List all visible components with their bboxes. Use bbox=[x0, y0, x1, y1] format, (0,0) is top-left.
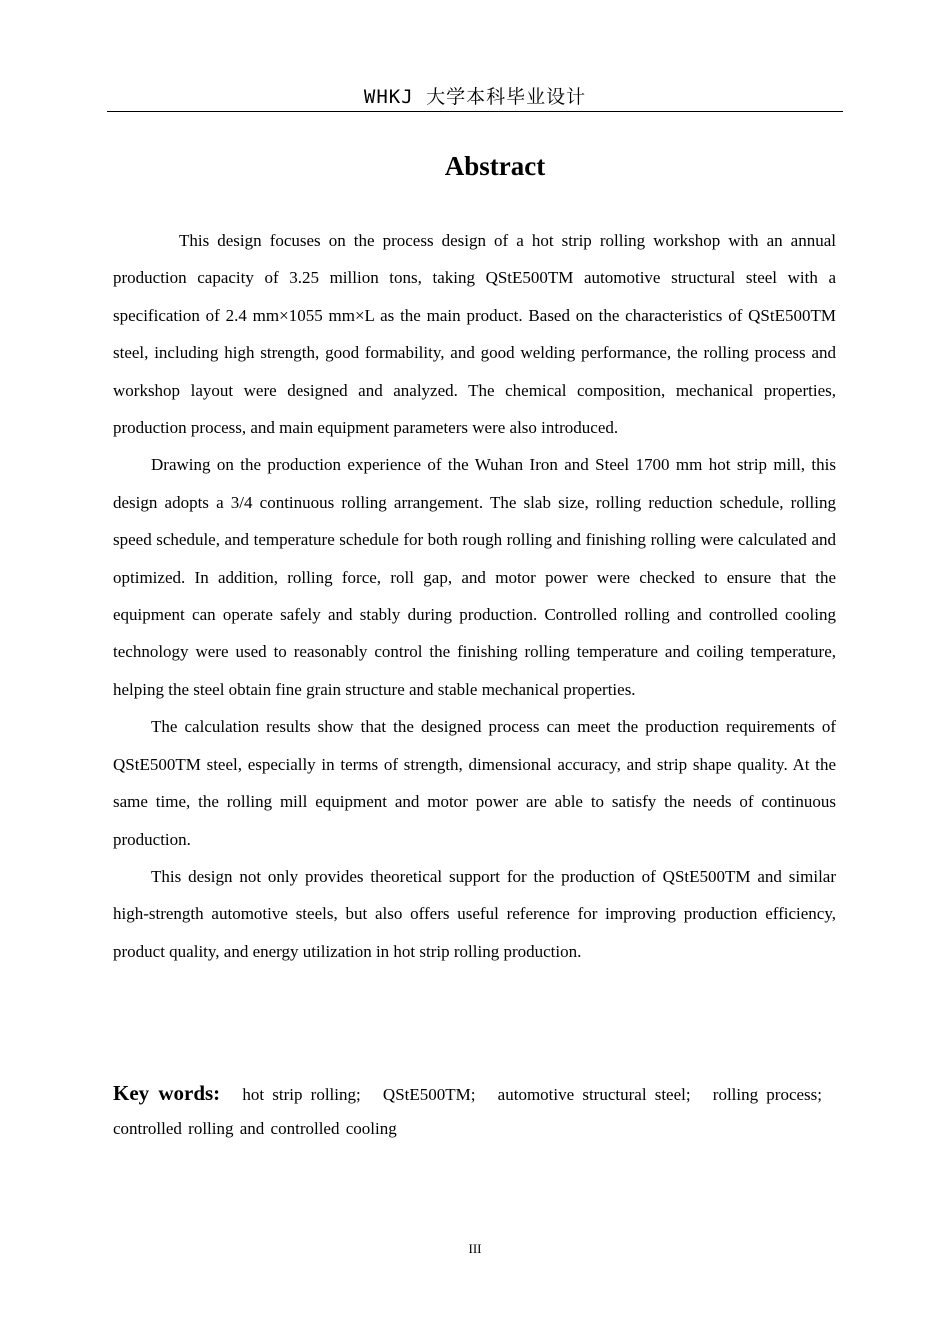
abstract-paragraph-4: This design not only provides theoretical support for the production of QStE500TM and similar high-strength automotive steels, but also offers useful reference for improving production efficiency, product quality, and energy utilization in hot strip rolling production. bbox=[113, 866, 836, 961]
keyword-item: hot strip rolling; bbox=[242, 1085, 361, 1104]
keywords-label: Key words: bbox=[113, 1081, 221, 1105]
abstract-body bbox=[113, 222, 836, 970]
header-rule bbox=[107, 111, 843, 112]
keyword-item: controlled rolling and controlled cooling bbox=[113, 1119, 397, 1138]
abstract-paragraph-3: The calculation results show that the designed process can meet the production requirements of QStE500TM steel, especially in terms of strength, dimensional accuracy, and strip shape quality. At the same time, the rolling mill equipment and motor power are able to satisfy the needs of continuous production. bbox=[113, 717, 836, 849]
abstract-paragraph-1: This design focuses on the process design of a hot strip rolling workshop with an annual production capacity of 3.25 million tons, taking QStE500TM automotive structural steel with a specification of 2.4 mm×1055 mm×L as the main product. Based on the characteristics of QStE500TM steel, including high strength, good formability, and good welding performance, the rolling process and workshop layout were designed and analyzed. The chemical composition, mechanical properties, production process, and main equipment parameters were also introduced. bbox=[113, 231, 836, 438]
abstract-paragraph-2: Drawing on the production experience of the Wuhan Iron and Steel 1700 mm hot strip mill, this design adopts a 3/4 continuous rolling arrangement. The slab size, rolling reduction schedule, rolling speed schedule, and temperature schedule for both rough rolling and finishing rolling were calculated and optimized. In addition, rolling force, roll gap, and motor power were checked to ensure that the equipment can operate safely and stably during production. Controlled rolling and controlled cooling technology were used to reasonably control the finishing rolling temperature and coiling temperature, helping the steel obtain fine grain structure and stable mechanical properties. bbox=[113, 455, 836, 699]
page-number: III bbox=[468, 1241, 482, 1256]
abstract-title: Abstract bbox=[444, 151, 546, 181]
keyword-item: rolling process; bbox=[712, 1085, 823, 1104]
running-header: WHKJ 大学本科毕业设计 bbox=[363, 86, 587, 108]
keyword-item: QStE500TM; bbox=[382, 1085, 476, 1104]
keyword-item: automotive structural steel; bbox=[497, 1085, 691, 1104]
keywords bbox=[113, 1076, 836, 1146]
